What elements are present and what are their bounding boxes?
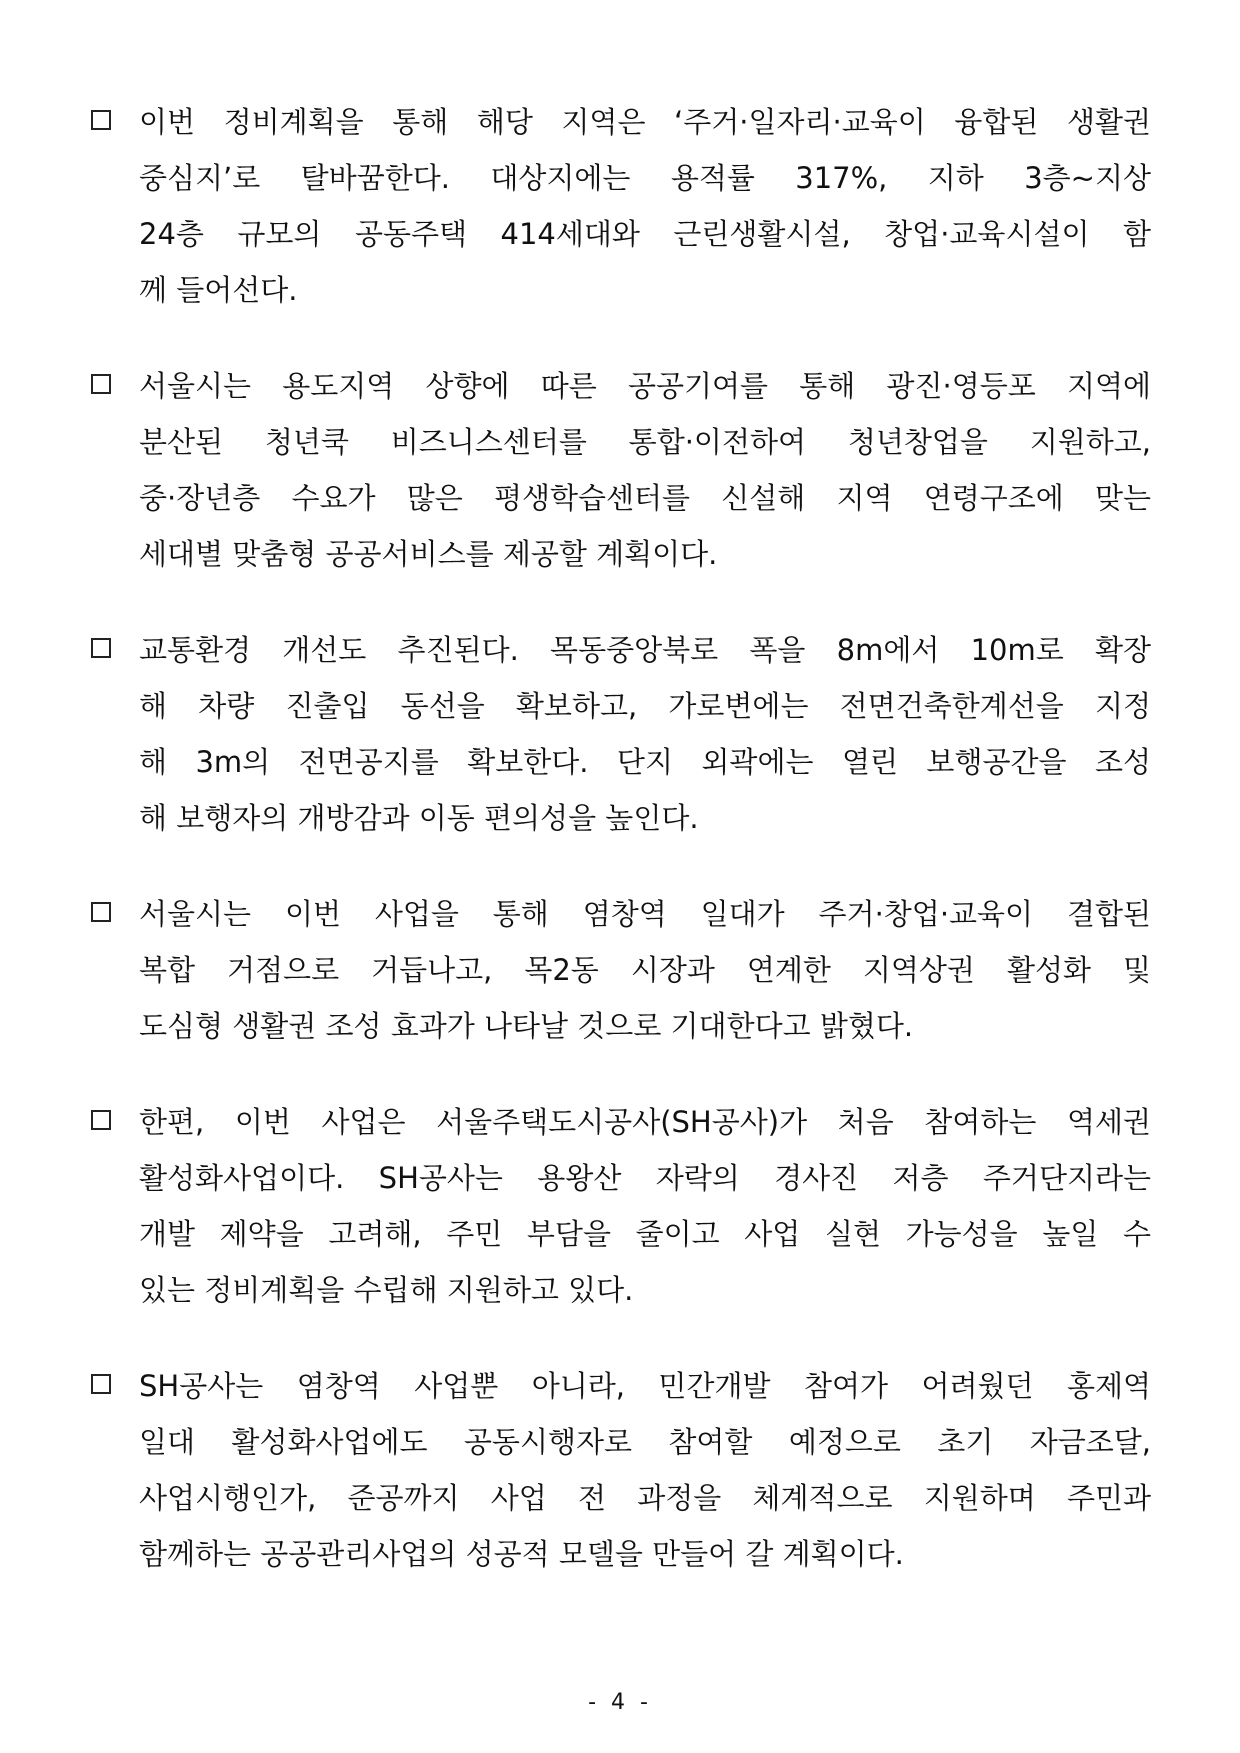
paragraph-1 (91, 94, 1151, 318)
paragraph-line: 한편, 이번 사업은 서울주택도시공사(SH공사)가 처음 참여하는 역세권 (139, 1105, 1151, 1139)
paragraph-line: 분산된 청년쿡 비즈니스센터를 통합·이전하여 청년창업을 지원하고, (139, 425, 1151, 459)
paragraph-line: 께 들어선다. (139, 273, 298, 307)
checkbox-bullet-icon (91, 374, 111, 394)
paragraph-line: 개발 제약을 고려해, 주민 부담을 줄이고 사업 실현 가능성을 높일 수 (139, 1217, 1151, 1251)
paragraph-line: 사업시행인가, 준공까지 사업 전 과정을 체계적으로 지원하며 주민과 (139, 1481, 1151, 1515)
paragraph-line: 해 3m의 전면공지를 확보한다. 단지 외곽에는 열린 보행공간을 조성 (139, 745, 1151, 779)
paragraph-line: 해 보행자의 개방감과 이동 편의성을 높인다. (139, 801, 699, 835)
paragraph-line: 서울시는 용도지역 상향에 따른 공공기여를 통해 광진·영등포 지역에 (139, 369, 1151, 403)
paragraph-line: 도심형 생활권 조성 효과가 나타날 것으로 기대한다고 밝혔다. (139, 1009, 914, 1043)
paragraph-line: 복합 거점으로 거듭나고, 목2동 시장과 연계한 지역상권 활성화 및 (139, 953, 1151, 987)
paragraph-5 (91, 1094, 1151, 1318)
checkbox-bullet-icon (91, 638, 111, 658)
paragraph-line: 함께하는 공공관리사업의 성공적 모델을 만들어 갈 계획이다. (139, 1537, 904, 1571)
paragraph-4 (91, 886, 1151, 1054)
paragraph-line: 있는 정비계획을 수립해 지원하고 있다. (139, 1273, 634, 1307)
paragraph-line: 세대별 맞춤형 공공서비스를 제공할 계획이다. (139, 537, 718, 571)
paragraph-line: SH공사는 염창역 사업뿐 아니라, 민간개발 참여가 어려웠던 홍제역 (139, 1369, 1151, 1403)
checkbox-bullet-icon (91, 1374, 111, 1394)
paragraph-line: 24층 규모의 공동주택 414세대와 근린생활시설, 창업·교육시설이 함 (139, 217, 1151, 251)
checkbox-bullet-icon (91, 1110, 111, 1130)
paragraph-line: 해 차량 진출입 동선을 확보하고, 가로변에는 전면건축한계선을 지정 (139, 689, 1151, 723)
paragraph-2 (91, 358, 1151, 582)
checkbox-bullet-icon (91, 902, 111, 922)
page-number: - 4 - (588, 1690, 652, 1715)
paragraph-line: 서울시는 이번 사업을 통해 염창역 일대가 주거·창업·교육이 결합된 (139, 897, 1151, 931)
paragraph-line: 일대 활성화사업에도 공동시행자로 참여할 예정으로 초기 자금조달, (139, 1425, 1151, 1459)
paragraph-line: 이번 정비계획을 통해 해당 지역은 ‘주거·일자리·교육이 융합된 생활권 (139, 105, 1151, 139)
checkbox-bullet-icon (91, 110, 111, 130)
paragraph-line: 활성화사업이다. SH공사는 용왕산 자락의 경사진 저층 주거단지라는 (139, 1161, 1151, 1195)
paragraph-6 (91, 1358, 1151, 1582)
paragraph-3 (91, 622, 1151, 846)
paragraph-line: 교통환경 개선도 추진된다. 목동중앙북로 폭을 8m에서 10m로 확장 (139, 633, 1151, 667)
paragraph-line: 중심지’로 탈바꿈한다. 대상지에는 용적률 317%, 지하 3층~지상 (139, 161, 1151, 195)
paragraph-line: 중·장년층 수요가 많은 평생학습센터를 신설해 지역 연령구조에 맞는 (139, 481, 1151, 515)
